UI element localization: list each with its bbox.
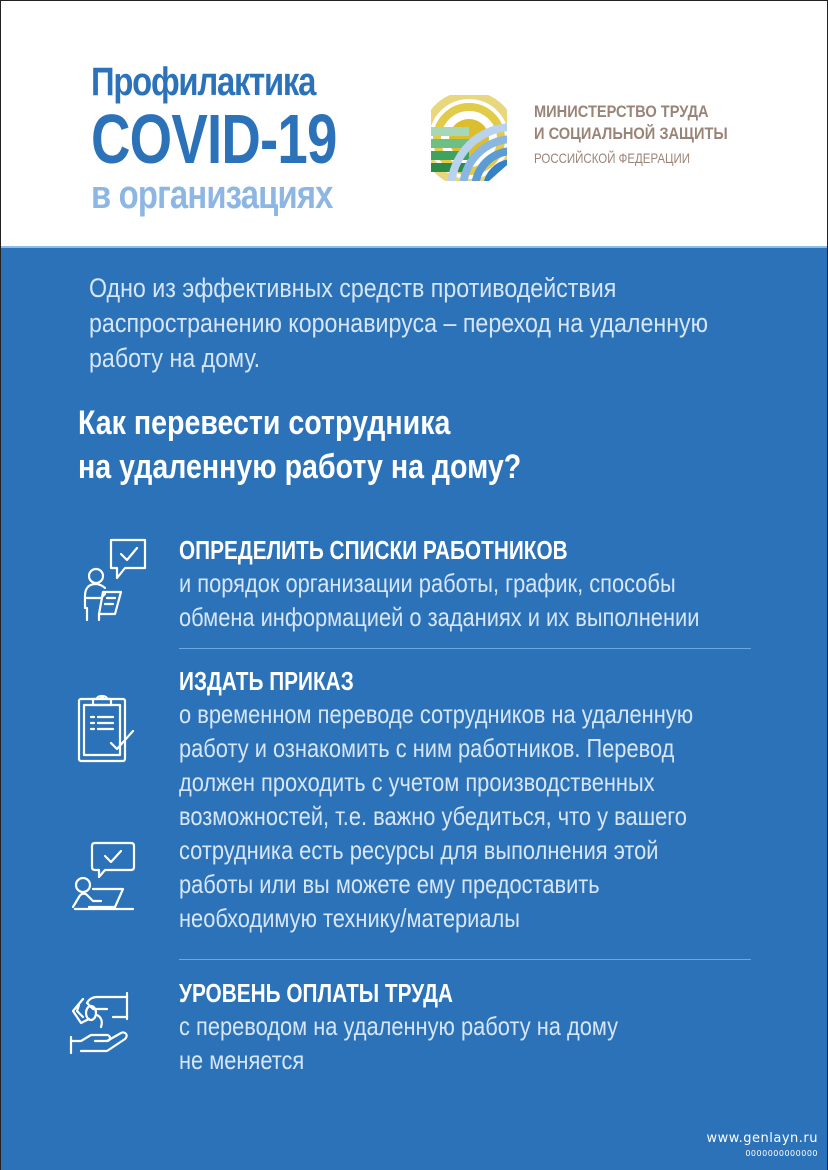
ministry-line-3: РОССИЙСКОЙ ФЕДЕРАЦИИ <box>534 150 691 166</box>
header-divider <box>1 246 827 248</box>
intro-line: Одно из эффективных средств противодействия <box>89 273 617 303</box>
footer-url: www.genlayn.ru <box>706 1131 818 1146</box>
step-line: необходимую технику/материалы <box>179 903 520 933</box>
ministry-line-2: И СОЦИАЛЬНОЙ ЗАЩИТЫ <box>534 124 728 143</box>
step-divider <box>179 959 751 960</box>
step-line: и порядок организации работы, график, способы <box>179 568 676 598</box>
step-issue-order <box>179 665 791 935</box>
heading-line: Как перевести сотрудника <box>78 404 451 442</box>
step-title: ИЗДАТЬ ПРИКАЗ <box>179 666 354 696</box>
step-divider <box>179 648 751 649</box>
clipboard-checkmark-icon <box>77 691 137 767</box>
step-wage-level <box>179 977 702 1077</box>
intro-text <box>89 271 709 376</box>
title-line-2: COVID-19 <box>91 100 337 178</box>
hands-money-icon <box>67 989 133 1055</box>
step-line: должен проходить с учетом производственных <box>179 767 655 797</box>
step-line: сотрудника есть ресурсы для выполнения этой <box>179 835 659 865</box>
person-with-document-checkmark-icon <box>79 536 149 624</box>
step-line: работы или вы можете ему предоставить <box>179 869 600 899</box>
footer-code: 0000000000000 <box>745 1149 818 1158</box>
ministry-name <box>534 101 759 171</box>
step-define-lists <box>179 534 799 634</box>
section-heading <box>78 401 521 489</box>
header <box>1 1 827 246</box>
ministry-line-1: МИНИСТЕРСТВО ТРУДА <box>534 102 709 121</box>
step-line: с переводом на удаленную работу на дому <box>179 1011 619 1041</box>
step-line: возможностей, т.е. важно убедиться, что у вашего <box>179 801 687 831</box>
step-title: УРОВЕНЬ ОПЛАТЫ ТРУДА <box>179 978 453 1008</box>
title-line-3: в организациях <box>91 173 333 217</box>
title-line-1: Профилактика <box>91 60 316 104</box>
step-line: не меняется <box>179 1045 305 1075</box>
poster-title <box>91 59 381 217</box>
step-line: работу и ознакомить с ним работников. Перевод <box>179 733 675 763</box>
intro-line: распространению коронавируса – переход на удаленную <box>89 308 709 338</box>
heading-line: на удаленную работу на дому? <box>78 448 522 486</box>
step-line: обмена информацией о заданиях и их выполнении <box>179 602 700 632</box>
step-title: ОПРЕДЕЛИТЬ СПИСКИ РАБОТНИКОВ <box>179 535 568 565</box>
ministry-sun-waves-logo-icon <box>429 93 511 183</box>
intro-line: работу на дому. <box>89 343 261 373</box>
person-laptop-checkmark-icon <box>71 841 137 913</box>
step-line: о временном переводе сотрудников на удаленную <box>179 699 694 729</box>
